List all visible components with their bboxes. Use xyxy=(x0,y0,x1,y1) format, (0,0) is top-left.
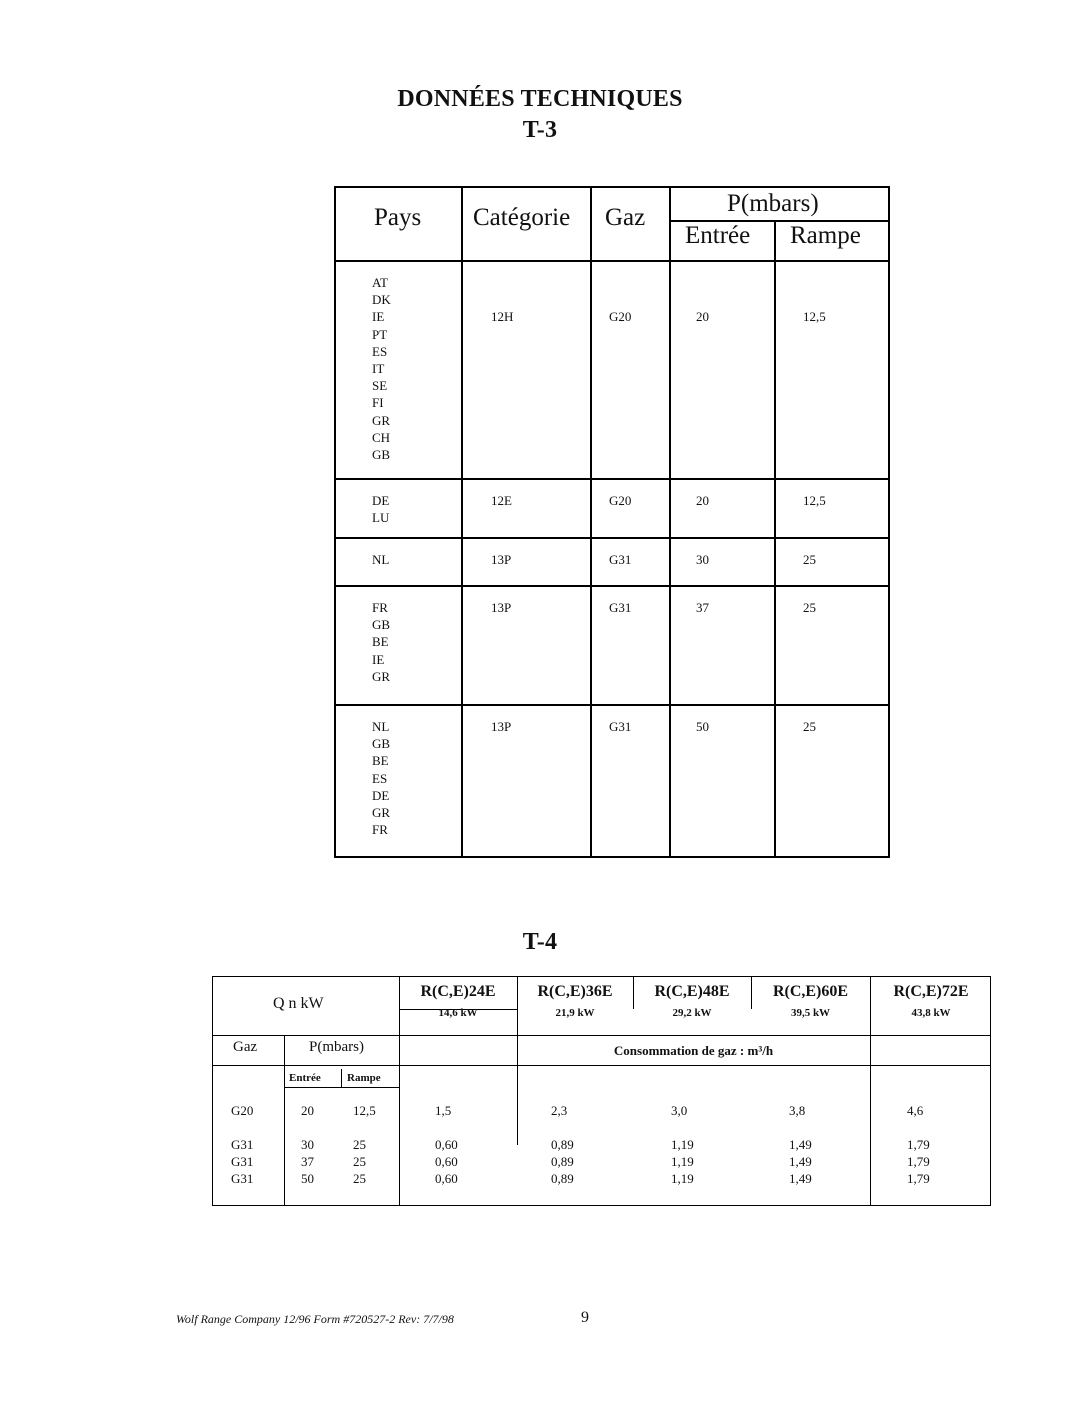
cell-gaz: G31 xyxy=(231,1137,254,1152)
cell-categorie: 13P xyxy=(491,600,512,615)
model-name: R(C,E)24E xyxy=(420,983,496,1000)
cell-consumption: 1,49 xyxy=(789,1154,812,1169)
country-code: IE xyxy=(372,309,385,325)
column-divider xyxy=(461,188,463,856)
cell-categorie: 13P xyxy=(491,719,512,734)
cell-entree: 37 xyxy=(301,1154,314,1169)
country-code: DE xyxy=(372,787,390,803)
row-divider xyxy=(336,537,888,539)
header-gaz: Gaz xyxy=(233,1039,258,1055)
country-code: GR xyxy=(372,805,391,820)
header-pays: Pays xyxy=(374,204,422,231)
country-code: BE xyxy=(372,634,389,650)
footer-text: Wolf Range Company 12/96 Form #720527-2 Rev: 7/7/98 xyxy=(176,1312,454,1326)
header-categorie: Catégorie xyxy=(473,204,571,231)
cell-consumption: 0,60 xyxy=(435,1137,458,1152)
table-t3 xyxy=(334,186,890,858)
cell-consumption: 2,3 xyxy=(551,1103,568,1118)
cell-rampe: 25 xyxy=(803,719,816,734)
page-title: DONNÉES TECHNIQUES xyxy=(397,86,683,112)
cell-consumption: 0,89 xyxy=(551,1154,574,1169)
column-divider xyxy=(517,977,518,1145)
country-code: GB xyxy=(372,736,391,752)
model-power: 21,9 kW xyxy=(555,1007,595,1019)
model-name: R(C,E)48E xyxy=(654,983,730,1000)
cell-gaz: G31 xyxy=(231,1171,254,1186)
table-t3-label: T-3 xyxy=(522,117,558,143)
country-code: GB xyxy=(372,447,391,462)
cell-consumption: 1,19 xyxy=(671,1154,694,1169)
row-divider xyxy=(336,585,888,587)
cell-rampe: 12,5 xyxy=(803,309,826,324)
country-code: GB xyxy=(372,617,391,633)
cell-consumption: 1,19 xyxy=(671,1137,694,1152)
cell-gaz: G31 xyxy=(609,719,632,734)
cell-entree: 30 xyxy=(301,1137,314,1152)
country-code: GR xyxy=(372,668,391,684)
cell-categorie: 12E xyxy=(491,493,512,508)
model-power: 39,5 kW xyxy=(790,1007,831,1019)
cell-gaz: G20 xyxy=(609,309,632,324)
country-code: ES xyxy=(372,343,388,359)
model-name: R(C,E)72E xyxy=(893,983,969,1000)
country-code: PT xyxy=(372,326,388,342)
header-entree: Entrée xyxy=(289,1072,321,1084)
country-code: FR xyxy=(372,600,388,615)
cell-gaz: G20 xyxy=(231,1103,254,1118)
cell-entree: 50 xyxy=(696,719,709,734)
cell-entree: 30 xyxy=(696,552,709,567)
table-t4 xyxy=(212,976,991,1206)
cell-consumption: 1,79 xyxy=(907,1137,930,1152)
cell-rampe: 25 xyxy=(803,600,816,615)
cell-rampe: 25 xyxy=(353,1154,366,1169)
country-code: AT xyxy=(372,275,388,290)
row-divider xyxy=(284,1087,399,1088)
header-rampe: Rampe xyxy=(347,1072,381,1084)
header-gaz: Gaz xyxy=(605,204,646,231)
header-rampe: Rampe xyxy=(790,222,861,249)
country-code: IE xyxy=(372,651,385,667)
cell-gaz: G31 xyxy=(609,600,632,615)
cell-consumption: 1,79 xyxy=(907,1171,930,1186)
cell-consumption: 1,19 xyxy=(671,1171,694,1186)
cell-rampe: 12,5 xyxy=(803,493,826,508)
row-divider xyxy=(336,260,888,262)
cell-categorie: 12H xyxy=(491,309,514,324)
cell-rampe: 25 xyxy=(803,552,816,567)
header-pmbars: P(mbars) xyxy=(727,190,819,217)
row-divider xyxy=(213,1065,990,1066)
cell-entree: 20 xyxy=(696,309,709,324)
model-power: 14,6 kW xyxy=(438,1007,478,1019)
row-divider xyxy=(336,704,888,706)
header-entree: Entrée xyxy=(685,222,751,249)
cell-categorie: 13P xyxy=(491,552,512,567)
cell-gaz: G20 xyxy=(609,493,632,508)
row-divider xyxy=(213,1035,990,1036)
cell-consumption: 0,89 xyxy=(551,1171,574,1186)
country-code: GR xyxy=(372,412,391,428)
cell-consumption: 1,5 xyxy=(435,1103,452,1118)
column-divider xyxy=(669,188,671,856)
cell-entree: 50 xyxy=(301,1171,314,1186)
cell-consumption: 1,49 xyxy=(789,1171,812,1186)
model-power: 43,8 kW xyxy=(911,1007,951,1019)
row-divider xyxy=(336,478,888,480)
column-divider xyxy=(341,1069,342,1087)
table-t4-label: T-4 xyxy=(522,929,558,955)
country-code: NL xyxy=(372,719,390,734)
country-code: FR xyxy=(372,822,388,838)
country-code: BE xyxy=(372,753,389,769)
cell-consumption: 1,79 xyxy=(907,1154,930,1169)
cell-consumption: 1,49 xyxy=(789,1137,812,1152)
cell-rampe: 25 xyxy=(353,1171,366,1186)
model-power: 29,2 kW xyxy=(672,1007,712,1019)
country-code: SE xyxy=(372,378,388,394)
cell-consumption: 0,60 xyxy=(435,1171,458,1186)
country-code: DK xyxy=(372,292,391,308)
country-code: ES xyxy=(372,770,388,786)
cell-consumption: 0,60 xyxy=(435,1154,458,1169)
page-number: 9 xyxy=(581,1309,589,1326)
column-divider xyxy=(590,188,592,856)
cell-entree: 37 xyxy=(696,600,709,615)
cell-consumption: 4,6 xyxy=(907,1103,924,1118)
cell-gaz: G31 xyxy=(231,1154,254,1169)
cell-rampe: 12,5 xyxy=(353,1103,376,1118)
header-consumption: Consommation de gaz : m³/h xyxy=(613,1043,774,1058)
country-code: IT xyxy=(372,361,385,376)
country-code: NL xyxy=(372,552,390,567)
country-code: LU xyxy=(372,510,390,526)
cell-gaz: G31 xyxy=(609,552,632,567)
cell-consumption: 0,89 xyxy=(551,1137,574,1152)
cell-consumption: 3,0 xyxy=(671,1103,688,1118)
country-code: FI xyxy=(372,395,384,411)
cell-entree: 20 xyxy=(301,1103,314,1118)
header-qnkw: Q n kW xyxy=(273,995,324,1012)
cell-rampe: 25 xyxy=(353,1137,366,1152)
column-divider xyxy=(284,1035,285,1205)
cell-consumption: 3,8 xyxy=(789,1103,806,1118)
country-code: CH xyxy=(372,429,391,445)
cell-entree: 20 xyxy=(696,493,709,508)
header-pmbars: P(mbars) xyxy=(309,1039,364,1055)
model-name: R(C,E)60E xyxy=(772,983,849,1000)
model-name: R(C,E)36E xyxy=(537,983,613,1000)
country-code: DE xyxy=(372,493,390,508)
